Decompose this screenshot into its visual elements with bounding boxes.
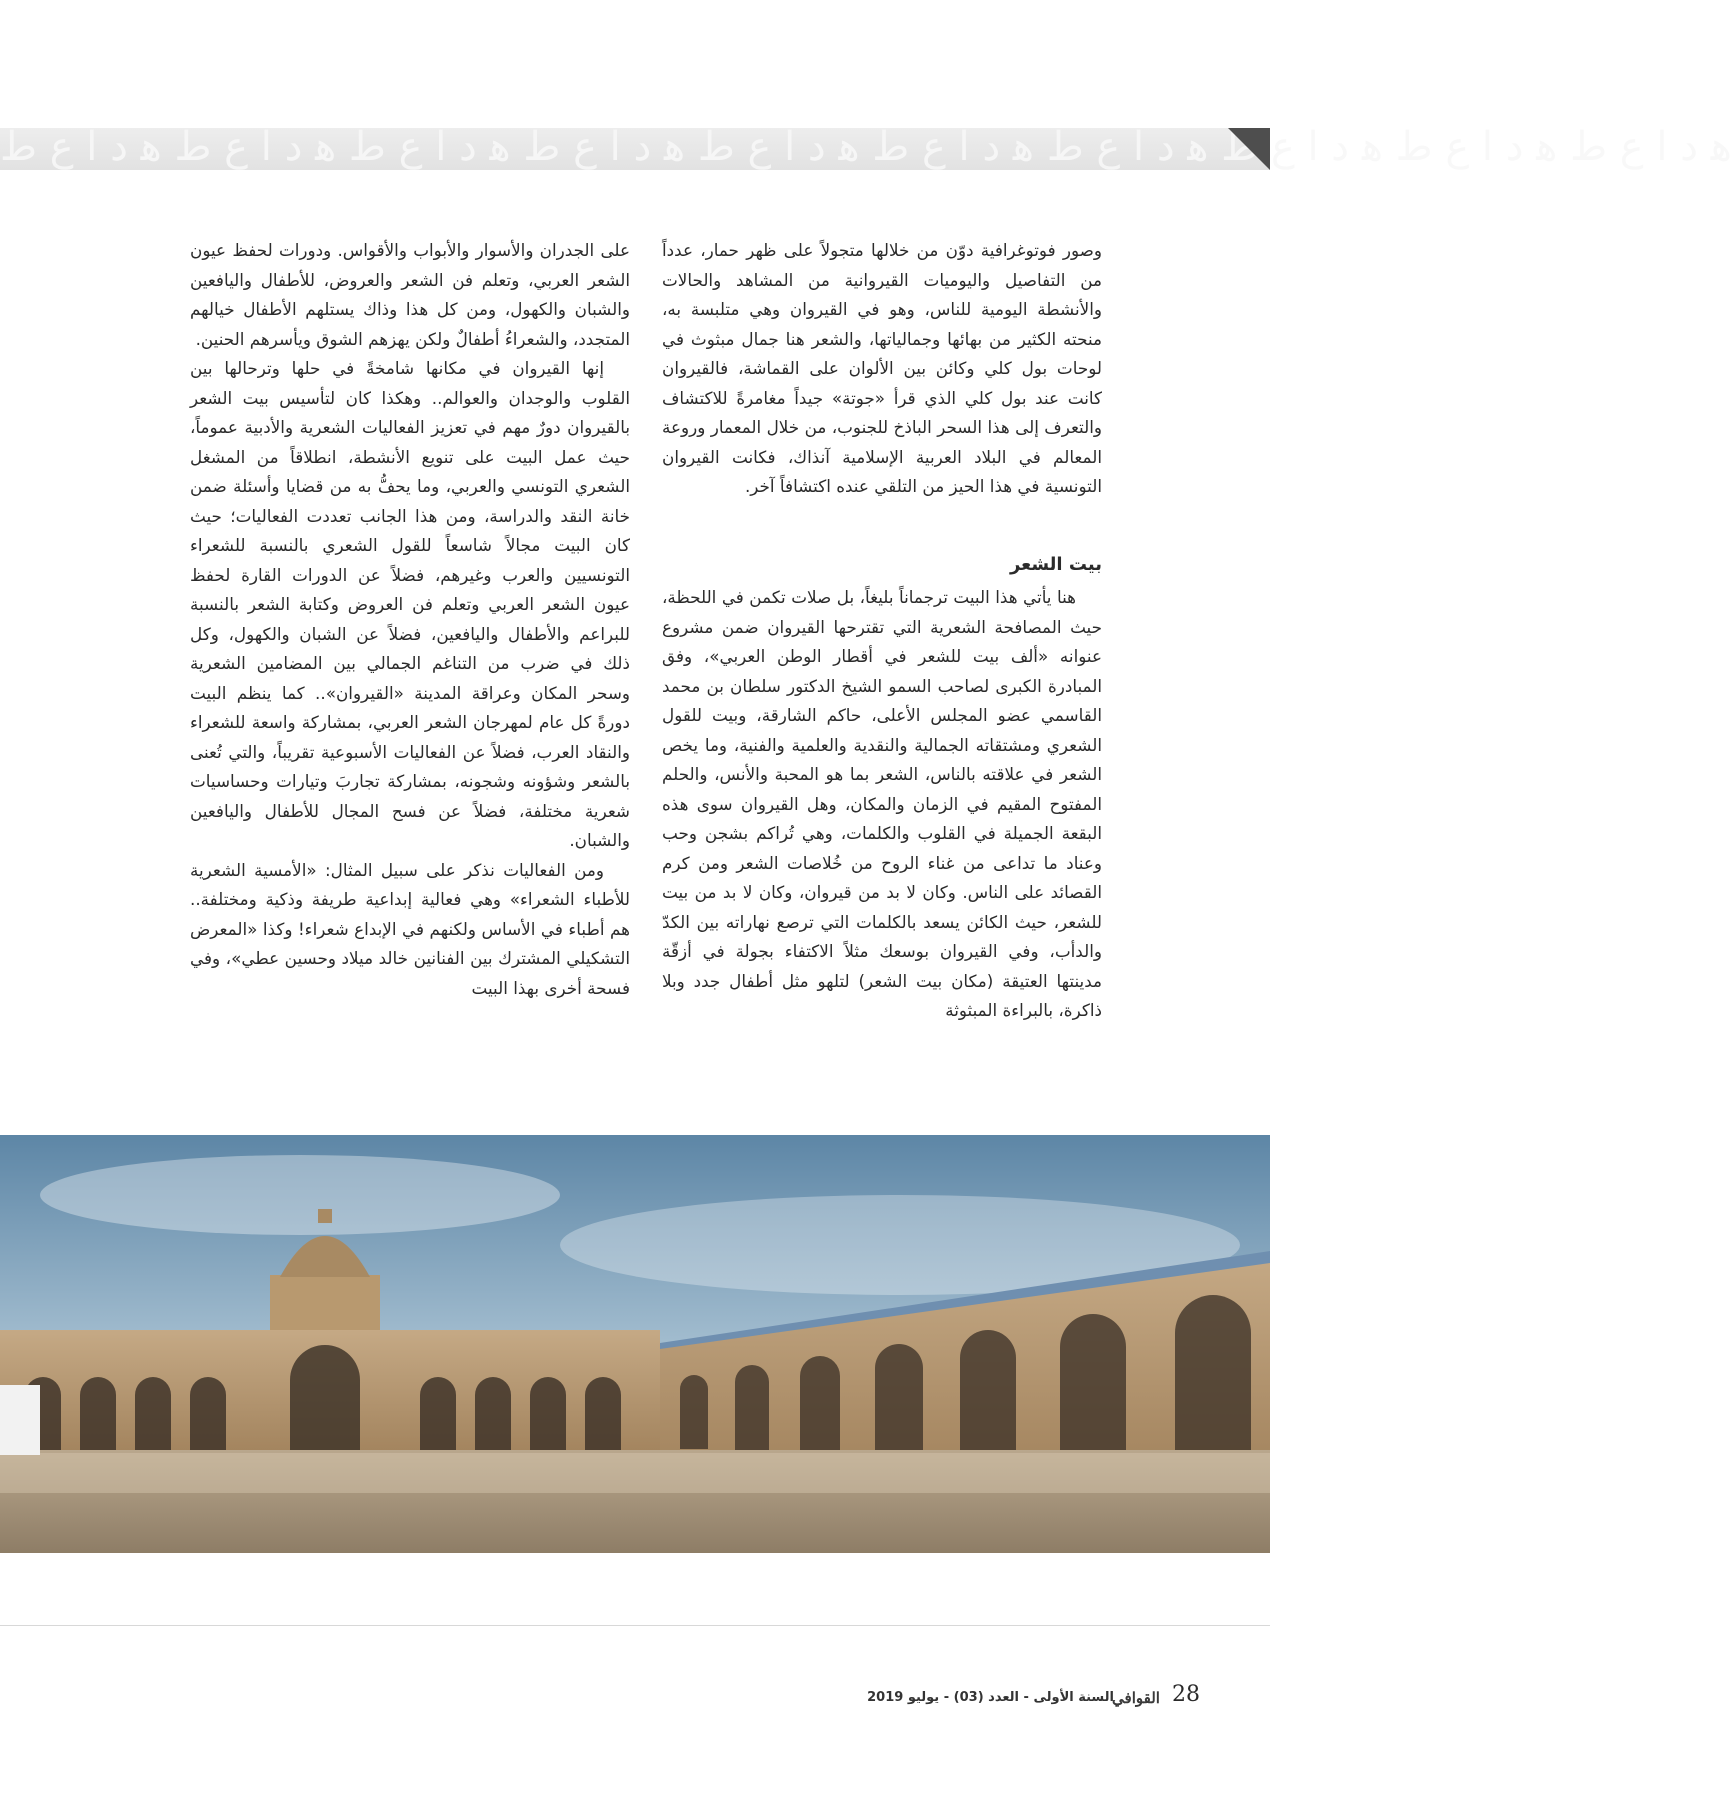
svg-text:القوافي: القوافي (1112, 1689, 1160, 1707)
article-paragraph: هنا يأتي هذا البيت ترجماناً بليغاً، بل صلات تكمن في اللحظة، حيث المصافحة الشعرية التي تقترحها القيروان ضمن مشروع عنوانه «ألف بيت للشعر في أقطار الوطن العربي»، وفق المبادرة الكبرى لصاحب السمو الشيخ الدكتور سلطان بن محمد القاسمي عضو المجلس الأعلى، حاكم الشارقة، وبيت للقول الشعري ومشتقاته الجمالية والنقدية والعلمية والفنية، وما يخص الشعر في علاقته بالناس، الشعر بما هو المحبة والأنس، والحلم المفتوح المقيم في الزمان والمكان، وهل القيروان سوى هذه البقعة الجميلة في القلوب والكلمات، وهي تُراكم بشجن وحب وعناد ما تداعى من غناء الروح من خُلاصات الشعر ومن كرم القصائد على الناس. وكان لا بد من قيروان، وكان لا بد من بيت للشعر، حيث الكائن يسعد بالكلمات التي ترصع نهاراته بين الكدّ والدأب، وفي القيروان بوسعك مثلاً الاكتفاء بجولة في أزقّة مدينتها العتيقة (مكان بيت الشعر) لتلهو مثل أطفال جدد وبلا ذاكرة، بالبراءة المبثوثة (662, 587, 1102, 1020)
banner-calligraphy-pattern: ﻫ ﺩ ﺍ ﻉ ﻁ ﻫ ﺩ ﺍ ﻉ ﻁ ﻫ ﺩ ﺍ ﻉ ﻁ ﻫ ﺩ ﺍ ﻉ ﻁ ﻫ ﺩ ﺍ ﻉ ﻁ ﻫ ﺩ ﺍ ﻉ ﻁ ﻫ ﺩ ﺍ ﻉ ﻁ ﻫ ﺩ ﺍ ﻉ ﻁ ﻫ ﺩ ﺍ ﻉ ﻁ ﻫ ﺩ ﺍ ﻉ ﻁ (0, 124, 1732, 170)
article-paragraph: على الجدران والأسوار والأبواب والأقواس. ودورات لحفظ عيون الشعر العربي، وتعلم فن الشعر والعروض، للأطفال واليافعين والشبان والكهول، ومن كل هذا وذاك يستلهم الأطفال خيالهم المتجدد، والشعراءُ أطفالٌ ولكن يهزهم الشوق ويأسرهم الحنين. (190, 240, 630, 349)
article-left-column (190, 236, 630, 1003)
banner-corner-triangle (1228, 128, 1270, 170)
mosque-courtyard-photo (0, 1135, 1270, 1553)
decorative-calligraphy-banner (0, 124, 1732, 170)
article-paragraph: إنها القيروان في مكانها شامخةً في حلها وترحالها بين القلوب والوجدان والعوالم.. وهكذا كان لتأسيس بيت الشعر بالقيروان دورٌ مهم في تعزيز الفعاليات الشعرية والأدبية عموماً، حيث عمل البيت على تنويع الأنشطة، انطلاقاً من المشغل الشعري التونسي والعربي، وما يحفُّ به من قضايا وأسئلة ضمن خانة النقد والدراسة، ومن هذا الجانب تعددت الفعاليات؛ حيث كان البيت مجالاً شاسعاً للقول الشعري بالنسبة للشعراء التونسيين والعرب وغيرهم، فضلاً عن الدورات القارة لحفظ عيون الشعر العربي وتعلم فن العروض وكتابة الشعر بالنسبة للبراعم والأطفال واليافعين، فضلاً عن الشبان والكهول، وكل ذلك في ضرب من التناغم الجمالي بين المضامين الشعرية وسحر المكان وعراقة المدينة «القيروان».. كما ينظم البيت دورةً كل عام لمهرجان الشعر العربي، بمشاركة واسعة للشعراء والنقاد العرب، فضلاً عن الفعاليات الأسبوعية تقريباً، والتي تُعنى بالشعر وشؤونه وشجونه، بمشاركة تجاربَ وتيارات وحساسيات شعرية مختلفة، فضلاً عن فسح المجال للأطفال واليافعين والشبان. (190, 358, 630, 850)
article-right-column (662, 236, 1102, 1026)
article-paragraph: وصور فوتوغرافية دوّن من خلالها متجولاً على ظهر حمار، عدداً من التفاصيل واليوميات القيروانية من المشاهد والحالات والأنشطة اليومية للناس، وهو في القيروان وهي متلبسة به، منحته الكثير من بهائها وجمالياتها، والشعر هنا جمال مبثوث في لوحات بول كلي وكائن بين الألوان على القماشة، فالقيروان كانت عند بول كلي الذي قرأ «جوتة» جيداً مغامرةً للاكتشاف والتعرف إلى هذا السحر الباذخ للجنوب، من خلال المعمار وروعة المعالم في البلاد العربية الإسلامية آنذاك، فكانت القيروان التونسية في هذا الحيز من التلقي عنده اكتشافاً آخر. (662, 240, 1102, 496)
footer-divider (0, 1625, 1270, 1626)
page-number: 28 (1172, 1682, 1200, 1707)
issue-info: السنة الأولى - العدد (03) - يوليو 2019 (867, 1690, 1114, 1705)
article-paragraph: ومن الفعاليات نذكر على سبيل المثال: «الأمسية الشعرية للأطباء الشعراء» وهي فعالية إبداعية طريفة وذكية ومختلفة.. هم أطباء في الأساس ولكنهم في الإبداع شعراء! وكذا «المعرض التشكيلي المشترك بين الفنانين خالد ميلاد وحسين عطي»، وفي فسحة أخرى بهذا البيت (190, 859, 630, 998)
magazine-logo-icon (1112, 1676, 1160, 1716)
section-heading: بيت الشعر (1009, 553, 1102, 575)
